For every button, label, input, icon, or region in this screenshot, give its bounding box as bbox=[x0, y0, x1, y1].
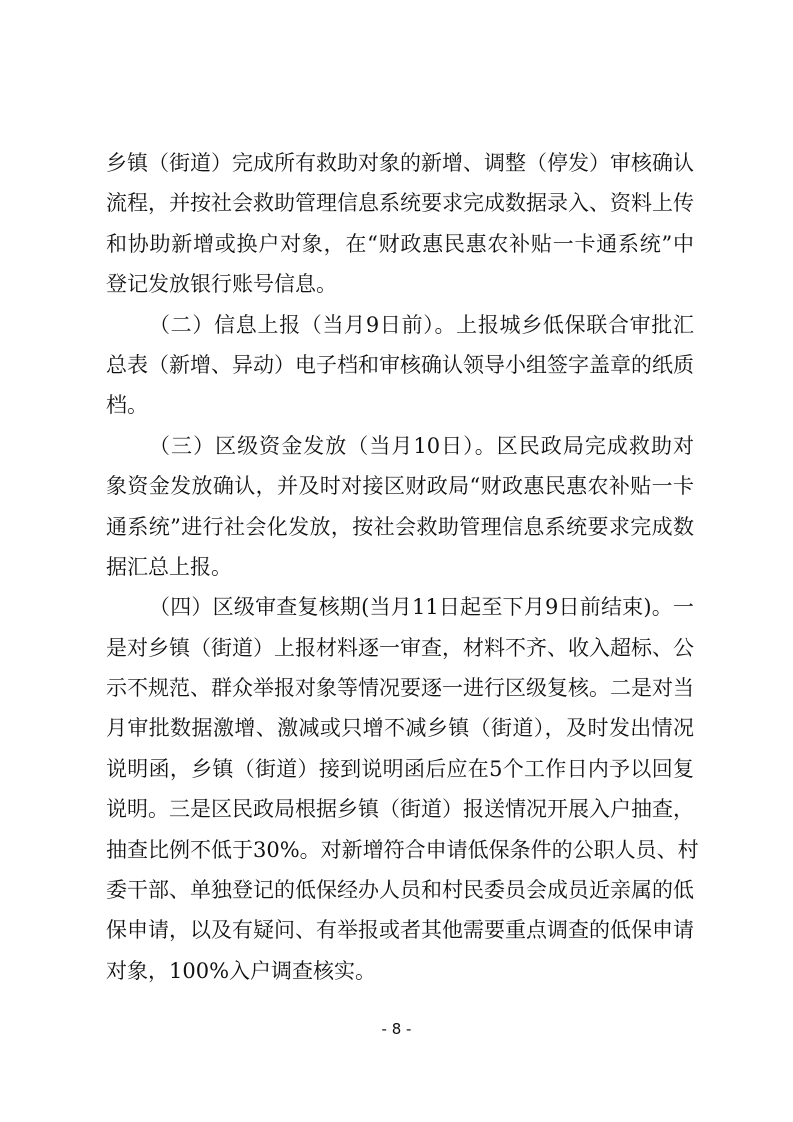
text-line: 通系统”进行社会化发放，按社会救助管理信息系统要求完成数 bbox=[106, 514, 694, 539]
text-line: 和协助新增或换户对象，在“财政惠民惠农补贴一卡通系统”中 bbox=[106, 231, 694, 256]
text-line: 对象，100%入户调查核实。 bbox=[106, 958, 377, 983]
text-line: 是对乡镇（街道）上报材料逐一审查，材料不齐、收入超标、公 bbox=[106, 635, 694, 660]
text-line: 月审批数据激增、激减或只增不减乡镇（街道），及时发出情况 bbox=[106, 716, 694, 741]
text-line: （四）区级审查复核期(当月11日起至下月9日前结束)。一 bbox=[149, 595, 694, 620]
text-line: 总表（新增、异动）电子档和审核确认领导小组签字盖章的纸质 bbox=[106, 352, 694, 377]
paragraph bbox=[106, 305, 694, 426]
text-line: 保申请，以及有疑问、有举报或者其他需要重点调查的低保申请 bbox=[106, 918, 694, 943]
text-line: 说明函，乡镇（街道）接到说明函后应在5个工作日内予以回复 bbox=[106, 756, 694, 781]
paragraph bbox=[106, 587, 699, 991]
page-number: - 8 - bbox=[381, 1020, 412, 1038]
text-line: （二）信息上报（当月9日前）。上报城乡低保联合审批汇 bbox=[149, 312, 694, 337]
text-line: 象资金发放确认，并及时对接区财政局“财政惠民惠农补贴一卡 bbox=[106, 474, 694, 499]
text-line: 委干部、单独登记的低保经办人员和村民委员会成员近亲属的低 bbox=[106, 878, 694, 903]
text-line: 示不规范、群众举报对象等情况要逐一进行区级复核。二是对当 bbox=[106, 676, 694, 701]
text-line: 抽查比例不低于30%。对新增符合申请低保条件的公职人员、村 bbox=[106, 837, 699, 862]
text-line: 据汇总上报。 bbox=[106, 554, 232, 579]
paragraph bbox=[106, 143, 694, 305]
text-line: 说明。三是区民政局根据乡镇（街道）报送情况开展入户抽查， bbox=[106, 797, 694, 822]
paragraph bbox=[106, 426, 694, 588]
text-line: 档。 bbox=[106, 393, 148, 418]
text-line: 乡镇（街道）完成所有救助对象的新增、调整（停发）审核确认 bbox=[106, 151, 694, 175]
text-line: （三）区级资金发放（当月10日）。区民政局完成救助对 bbox=[149, 433, 694, 458]
text-line: 登记发放银行账号信息。 bbox=[106, 272, 337, 297]
text-line: 流程，并按社会救助管理信息系统要求完成数据录入、资料上传 bbox=[106, 191, 694, 216]
document-body bbox=[106, 143, 699, 991]
